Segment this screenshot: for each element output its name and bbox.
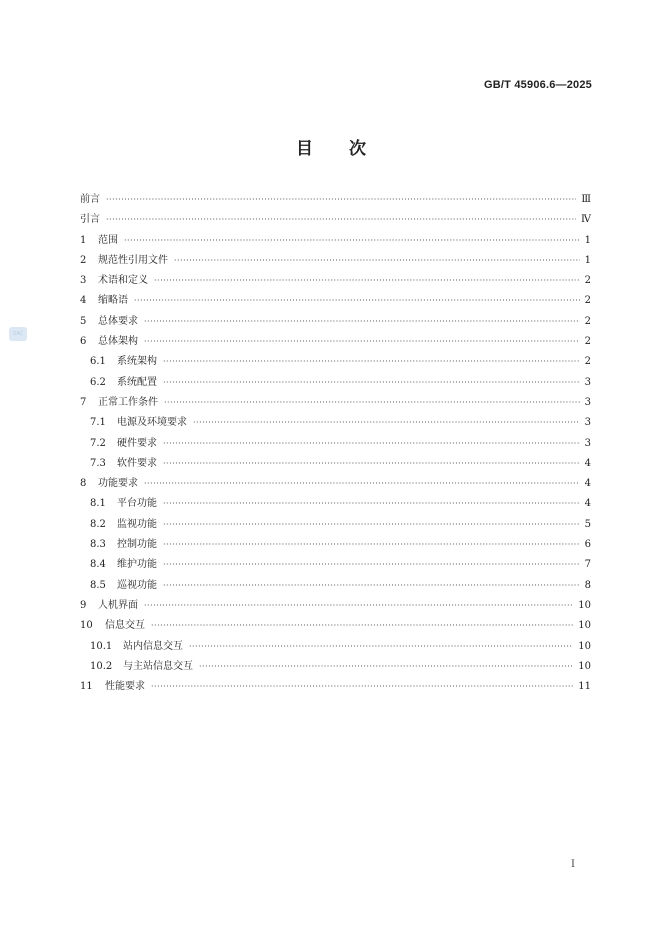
toc-entry-page: 4 bbox=[584, 478, 591, 490]
toc-entry[interactable] bbox=[80, 373, 591, 393]
toc-dot-leader bbox=[163, 515, 580, 535]
toc-entry-page: Ⅳ bbox=[581, 214, 591, 226]
toc-entry-label: 人机界面 bbox=[98, 599, 138, 611]
toc-dot-leader bbox=[144, 474, 580, 494]
toc-entry[interactable] bbox=[80, 596, 591, 616]
toc-entry-page: 11 bbox=[578, 681, 591, 693]
toc-entry-number: 6.1 bbox=[90, 356, 106, 368]
toc-dot-leader bbox=[154, 271, 580, 291]
toc-entry-number: 8.3 bbox=[90, 539, 106, 551]
toc-entry[interactable] bbox=[80, 535, 591, 555]
toc-entry-label: 前言 bbox=[80, 194, 100, 205]
toc-entry-number: 1 bbox=[80, 234, 87, 246]
toc-entry-label: 性能要求 bbox=[105, 681, 145, 693]
toc-entry[interactable] bbox=[80, 616, 591, 636]
toc-dot-leader bbox=[163, 494, 580, 514]
title-char-left: 目 bbox=[296, 139, 313, 159]
toc-entry-number: 8.2 bbox=[90, 518, 106, 530]
toc-entry-page: 3 bbox=[584, 396, 591, 408]
toc-entry-page: Ⅲ bbox=[581, 194, 591, 205]
toc-entry-number: 7.2 bbox=[90, 437, 106, 449]
toc-entry-page: 7 bbox=[584, 559, 591, 571]
toc-entry-number: 8.4 bbox=[90, 559, 106, 571]
toc-entry[interactable] bbox=[80, 555, 591, 575]
toc-entry-page: 2 bbox=[584, 275, 591, 287]
toc-entry-page: 3 bbox=[584, 376, 591, 388]
toc-entry-label: 巡视功能 bbox=[117, 579, 157, 591]
toc-entry-number: 2 bbox=[80, 254, 87, 266]
standard-number: GB/T 45906.6—2025 bbox=[484, 79, 592, 91]
toc-entry-page: 8 bbox=[584, 579, 591, 591]
toc-entry-page: 4 bbox=[584, 498, 591, 510]
toc-entry-number: 5 bbox=[80, 315, 87, 327]
toc-entry[interactable] bbox=[80, 413, 591, 433]
toc-dot-leader bbox=[163, 373, 580, 393]
toc-entry[interactable] bbox=[80, 352, 591, 372]
title-char-right: 次 bbox=[349, 139, 366, 159]
toc-dot-leader bbox=[163, 576, 580, 596]
toc-entry-label: 控制功能 bbox=[117, 539, 157, 551]
toc-entry-page: 2 bbox=[584, 295, 591, 307]
toc-dot-leader bbox=[164, 393, 580, 413]
toc-entry[interactable] bbox=[80, 454, 591, 474]
toc-dot-leader bbox=[106, 210, 576, 230]
toc-dot-leader bbox=[163, 434, 580, 454]
toc-dot-leader bbox=[151, 677, 573, 697]
toc-entry-number: 11 bbox=[80, 681, 93, 693]
toc-entry-page: 10 bbox=[578, 599, 591, 611]
toc-entry-label: 功能要求 bbox=[98, 478, 138, 490]
toc-entry-label: 规范性引用文件 bbox=[98, 254, 168, 266]
toc-entry[interactable] bbox=[80, 637, 591, 657]
toc-entry-number: 6 bbox=[80, 336, 87, 348]
toc-entry-page: 10 bbox=[578, 620, 591, 632]
toc-entry[interactable] bbox=[80, 332, 591, 352]
toc-entry-number: 10.2 bbox=[90, 660, 113, 672]
toc-entry-label: 缩略语 bbox=[98, 295, 128, 307]
toc-entry-label: 软件要求 bbox=[117, 457, 157, 469]
toc-entry-number: 9 bbox=[80, 599, 87, 611]
toc-entry-label: 监视功能 bbox=[117, 518, 157, 530]
toc-entry[interactable] bbox=[80, 312, 591, 332]
toc-entry-label: 信息交互 bbox=[105, 620, 145, 632]
toc-entry-number: 7.1 bbox=[90, 417, 106, 429]
toc-entry-label: 系统架构 bbox=[117, 356, 157, 368]
toc-entry[interactable] bbox=[80, 271, 591, 291]
toc-entry-label: 平台功能 bbox=[117, 498, 157, 510]
toc-entry-page: 1 bbox=[584, 234, 591, 246]
toc-entry[interactable] bbox=[80, 434, 591, 454]
toc-entry-label: 维护功能 bbox=[117, 559, 157, 571]
toc-entry-label: 站内信息交互 bbox=[123, 640, 183, 652]
toc-dot-leader bbox=[199, 657, 573, 677]
page-number: Ⅰ bbox=[571, 859, 575, 870]
toc-entry-label: 硬件要求 bbox=[117, 437, 157, 449]
toc-entry-number: 7.3 bbox=[90, 457, 106, 469]
toc-entry[interactable] bbox=[80, 231, 591, 251]
toc-entry-page: 2 bbox=[584, 336, 591, 348]
toc-entry-label: 正常工作条件 bbox=[98, 396, 158, 408]
toc-dot-leader bbox=[144, 332, 580, 352]
toc-entry-label: 总体架构 bbox=[98, 336, 138, 348]
toc-entry[interactable] bbox=[80, 677, 591, 697]
toc-entry-page: 3 bbox=[584, 437, 591, 449]
toc-entry-page: 6 bbox=[584, 539, 591, 551]
toc-dot-leader bbox=[193, 413, 580, 433]
toc-dot-leader bbox=[106, 190, 576, 210]
toc-entry-label: 范围 bbox=[98, 234, 118, 246]
toc-entry-page: 1 bbox=[584, 254, 591, 266]
toc-entry-number: 8.5 bbox=[90, 579, 106, 591]
toc-dot-leader bbox=[174, 251, 580, 271]
toc-entry-number: 8 bbox=[80, 478, 87, 490]
toc-entry[interactable] bbox=[80, 291, 591, 311]
toc-dot-leader bbox=[124, 231, 580, 251]
toc-entry-number: 6.2 bbox=[90, 376, 106, 388]
toc-entry-label: 总体要求 bbox=[98, 315, 138, 327]
toc-entry-page: 10 bbox=[578, 640, 591, 652]
toc-dot-leader bbox=[144, 596, 573, 616]
toc-entry[interactable] bbox=[80, 657, 591, 677]
toc-entry-label: 系统配置 bbox=[117, 376, 157, 388]
toc-entry[interactable] bbox=[80, 515, 591, 535]
toc-entry-number: 10 bbox=[80, 620, 93, 632]
toc-entry-page: 2 bbox=[584, 356, 591, 368]
toc-entry-page: 4 bbox=[584, 457, 591, 469]
toc-entry-number: 8.1 bbox=[90, 498, 106, 510]
toc-dot-leader bbox=[163, 454, 580, 474]
toc-entry[interactable] bbox=[80, 210, 591, 230]
toc-entry-label: 术语和定义 bbox=[98, 275, 148, 287]
toc-dot-leader bbox=[163, 352, 580, 372]
toc-entry[interactable] bbox=[80, 474, 591, 494]
toc-entry-label: 与主站信息交互 bbox=[123, 660, 193, 672]
toc-dot-leader bbox=[163, 555, 580, 575]
toc-dot-leader bbox=[189, 637, 573, 657]
toc-entry-page: 10 bbox=[578, 660, 591, 672]
toc-entry[interactable] bbox=[80, 190, 591, 210]
toc-entry-number: 4 bbox=[80, 295, 87, 307]
toc-entry[interactable] bbox=[80, 393, 591, 413]
toc-dot-leader bbox=[144, 312, 580, 332]
toc-entry-page: 5 bbox=[584, 518, 591, 530]
toc-entry-page: 3 bbox=[584, 417, 591, 429]
toc-entry[interactable] bbox=[80, 494, 591, 514]
toc-dot-leader bbox=[151, 616, 573, 636]
toc-entry-label: 电源及环境要求 bbox=[117, 417, 187, 429]
toc-entry-number: 10.1 bbox=[90, 640, 113, 652]
toc-entry-label: 引言 bbox=[80, 214, 100, 226]
toc-dot-leader bbox=[134, 291, 580, 311]
toc-entry[interactable] bbox=[80, 251, 591, 271]
toc-entry-number: 3 bbox=[80, 275, 87, 287]
sac-watermark-logo: SAC bbox=[9, 327, 27, 341]
toc-entry-page: 2 bbox=[584, 315, 591, 327]
toc-entry[interactable] bbox=[80, 576, 591, 596]
toc-entry-number: 7 bbox=[80, 396, 87, 408]
page-title bbox=[0, 134, 662, 159]
table-of-contents bbox=[80, 190, 591, 697]
toc-dot-leader bbox=[163, 535, 580, 555]
